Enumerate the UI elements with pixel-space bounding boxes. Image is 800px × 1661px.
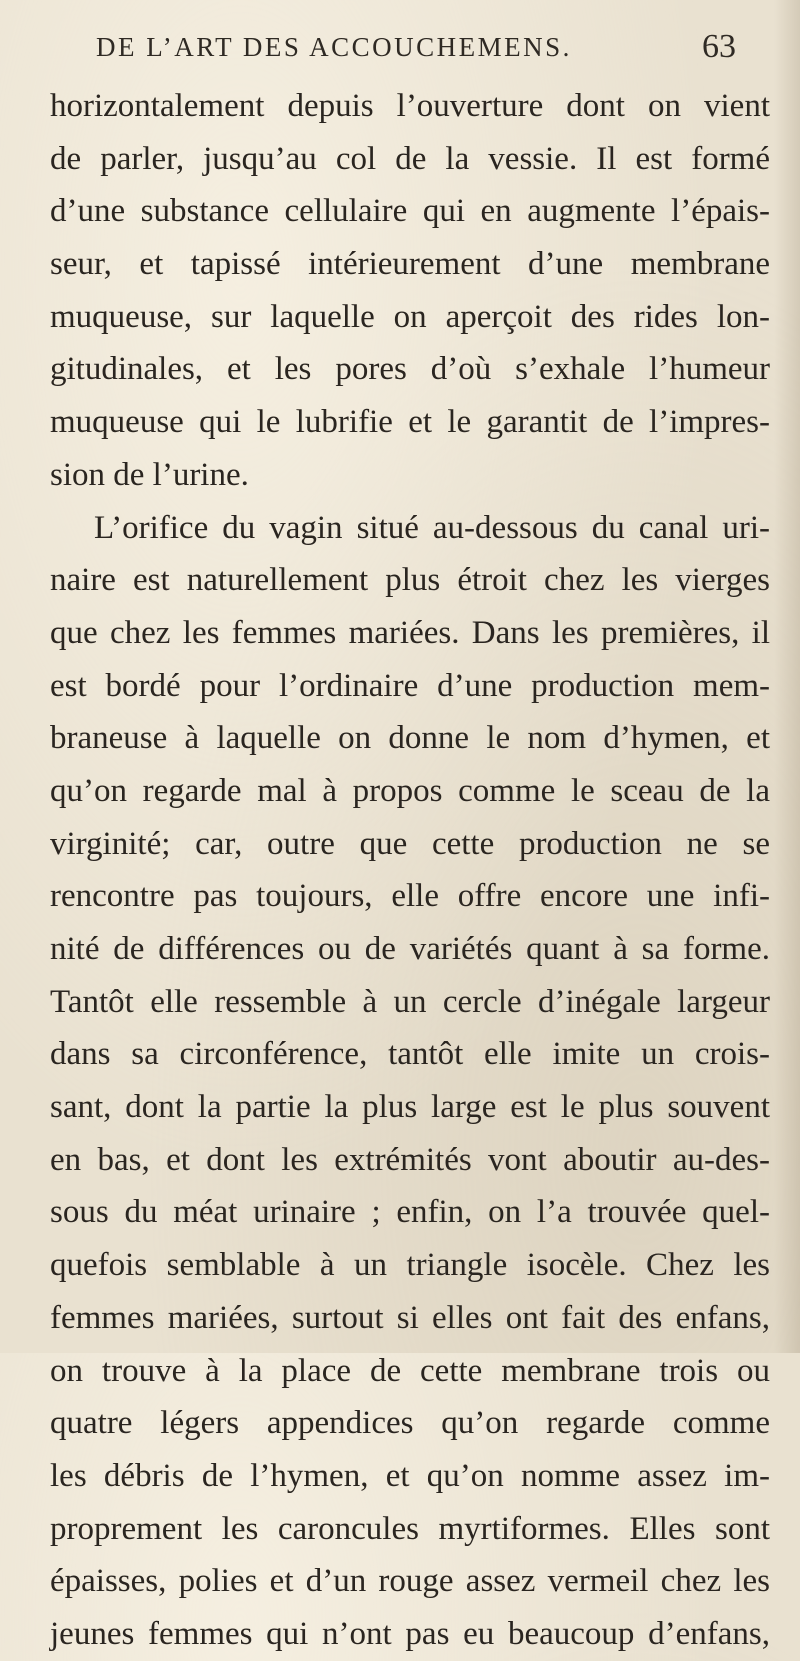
- text-line: les débris de l’hymen, et qu’on nomme assez im-: [50, 1457, 770, 1494]
- text-line: sant, dont la partie la plus large est le plus souvent: [50, 1089, 770, 1126]
- page-edge-shadow: [774, 0, 800, 1353]
- text-line: jeunes femmes qui n’ont pas eu beaucoup d’enfans,: [50, 1615, 770, 1652]
- text-line: qu’on regarde mal à propos comme le sceau de la: [50, 772, 770, 809]
- text-line: d’une substance cellulaire qui en augmente l’épais-: [50, 193, 770, 230]
- text-line: de parler, jusqu’au col de la vessie. Il est formé: [50, 140, 770, 177]
- text-line: nité de différences ou de variétés quant à sa forme.: [50, 931, 770, 967]
- text-line: femmes mariées, surtout si elles ont fait des enfans,: [50, 1299, 770, 1336]
- text-line: on trouve à la place de cette membrane trois ou: [50, 1352, 770, 1389]
- text-line: quatre légers appendices qu’on regarde comme: [50, 1405, 770, 1442]
- text-line: rencontre pas toujours, elle offre encore une infi-: [50, 878, 770, 915]
- text-line: Tantôt elle ressemble à un cercle d’inégale largeur: [50, 983, 770, 1020]
- text-line: gitudinales, et les pores d’où s’exhale l’humeur: [50, 351, 770, 388]
- text-line: en bas, et dont les extrémités vont aboutir au-des-: [50, 1141, 770, 1178]
- text-line: braneuse à laquelle on donne le nom d’hymen, et: [50, 720, 770, 757]
- text-line: muqueuse, sur laquelle on aperçoit des rides lon-: [50, 298, 770, 335]
- text-line: naire est naturellement plus étroit chez les vierges: [50, 562, 770, 599]
- text-line: sion de l’urine.: [50, 456, 249, 493]
- text-line: virginité; car, outre que cette production ne se: [50, 825, 770, 862]
- text-line: horizontalement depuis l’ouverture dont on vient: [50, 88, 770, 124]
- page-number: 63: [702, 28, 736, 65]
- text-line: quefois semblable à un triangle isocèle. Chez les: [50, 1247, 770, 1284]
- text-line: seur, et tapissé intérieurement d’une membrane: [50, 246, 770, 283]
- text-line: L’orifice du vagin situé au-dessous du canal uri-: [94, 509, 770, 546]
- running-title: DE L’ART DES ACCOUCHEMENS.: [96, 32, 572, 62]
- text-line: sous du méat urinaire ; enfin, on l’a trouvée quel-: [50, 1194, 770, 1231]
- text-line: proprement les caroncules myrtiformes. Elles sont: [50, 1510, 770, 1547]
- text-line: est bordé pour l’ordinaire d’une production mem-: [50, 667, 770, 704]
- text-line: que chez les femmes mariées. Dans les premières, il: [50, 614, 770, 651]
- text-line: dans sa circonférence, tantôt elle imite un crois-: [50, 1036, 770, 1073]
- text-line: épaisses, polies et d’un rouge assez vermeil chez les: [50, 1563, 770, 1600]
- running-head: [96, 28, 736, 72]
- body-text: [50, 80, 770, 1661]
- text-line: muqueuse qui le lubrifie et le garantit de l’impres-: [50, 404, 770, 441]
